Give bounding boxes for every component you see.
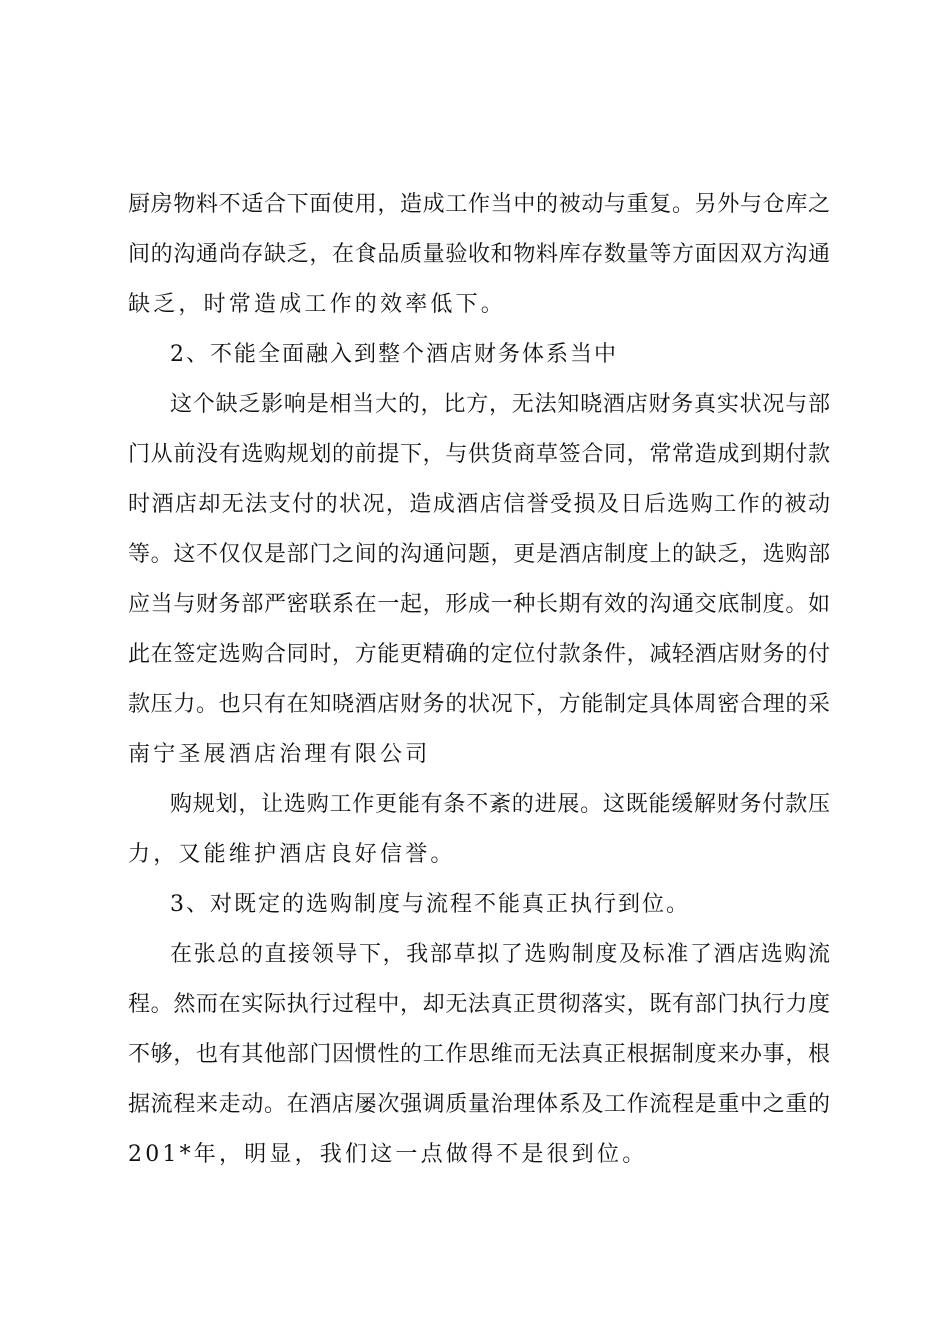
paragraph-line: 力，又能维护酒店良好信誉。 <box>128 842 456 867</box>
paragraph-line: 此在签定选购合同时，方能更精确的定位付款条件，减轻酒店财务的付 <box>128 642 830 667</box>
paragraph-line: 款压力。也只有在知晓酒店财务的状况下，方能制定具体周密合理的采 <box>128 692 830 717</box>
paragraph-line: 据流程来走动。在酒店屡次强调质量治理体系及工作流程是重中之重的 <box>128 1092 830 1117</box>
paragraph-line: 购规划，让选购工作更能有条不紊的进展。这既能缓解财务付款压 <box>170 792 830 817</box>
paragraph-line: 等。这不仅仅是部门之间的沟通问题，更是酒店制度上的缺乏，选购部 <box>128 542 830 567</box>
paragraph-line: 厨房物料不适合下面使用，造成工作当中的被动与重复。另外与仓库之 <box>128 192 830 217</box>
paragraph-line: 间的沟通尚存缺乏，在食品质量验收和物料库存数量等方面因双方沟通 <box>128 242 830 267</box>
paragraph-line: 这个缺乏影响是相当大的，比方，无法知晓酒店财务真实状况与部 <box>170 392 830 417</box>
paragraph-line: 不够，也有其他部门因惯性的工作思维而无法真正根据制度来办事，根 <box>128 1042 830 1067</box>
paragraph-line: 201*年，明显，我们这一点做得不是很到位。 <box>128 1142 648 1167</box>
paragraph-line: 程。然而在实际执行过程中，却无法真正贯彻落实，既有部门执行力度 <box>128 992 830 1017</box>
paragraph-line: 应当与财务部严密联系在一起，形成一种长期有效的沟通交底制度。如 <box>128 592 830 617</box>
paragraph-line: 在张总的直接领导下，我部草拟了选购制度及标准了酒店选购流 <box>170 942 830 967</box>
paragraph-line: 缺乏，时常造成工作的效率低下。 <box>128 292 507 317</box>
section-heading: 2、不能全面融入到整个酒店财务体系当中 <box>170 342 618 367</box>
section-heading: 3、对既定的选购制度与流程不能真正执行到位。 <box>170 892 690 917</box>
paragraph-line: 门从前没有选购规划的前提下，与供货商草签合同，常常造成到期付款 <box>128 442 830 467</box>
paragraph-line: 时酒店却无法支付的状况，造成酒店信誉受损及日后选购工作的被动 <box>128 492 830 517</box>
company-name: 南宁圣展酒店治理有限公司 <box>128 742 431 767</box>
